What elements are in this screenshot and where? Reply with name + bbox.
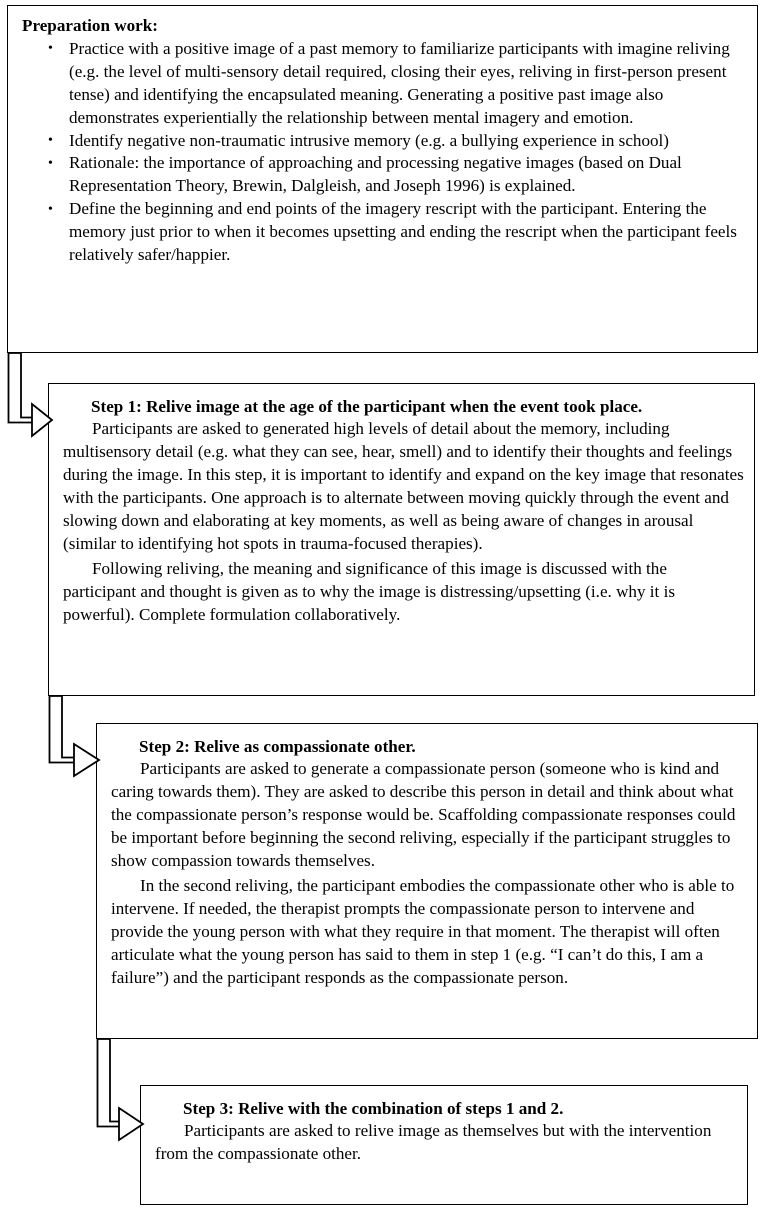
step-2-title: Step 2: Relive as compassionate other. <box>139 737 416 756</box>
step-2-paragraph: In the second reliving, the participant embodies the compassionate other who is able to intervene. If needed, the therapist prompts the compassionate person to intervene and provide the young person with what they require in that moment. The therapist will often articulate what the young person has said to them in step 1 (e.g. “I can’t do this, I am a failure”) and the participant responds as the compassionate person. <box>111 876 735 988</box>
arrow-prep-to-step1 <box>9 353 53 436</box>
step-2-paragraph: Participants are asked to generate a compassionate person (someone who is kind and caring towards them). They are asked to describe this person in detail and think about what the compassionate person’s response would be. Scaffolding compassionate responses could be important before beginning the second reliving, especially if the participant struggles to show compassion towards themselves. <box>111 759 736 871</box>
step-2-box <box>96 723 758 1039</box>
list-item: • Rationale: the importance of approaching and processing negative images (based on Dual Representation Theory, Brewin, Dalgleish, and Joseph 1996) is explained. <box>22 152 747 198</box>
step-3-paragraph: Participants are asked to relive image as themselves but with the intervention from the compassionate other. <box>155 1121 712 1164</box>
preparation-work-box <box>7 5 758 353</box>
preparation-work-title: Preparation work: <box>22 16 158 35</box>
step-3-box <box>140 1085 748 1205</box>
list-item: • Practice with a positive image of a past memory to familiarize participants with imagine reliving (e.g. the level of multi-sensory detail required, closing their eyes, reliving in first-person present tense) and identifying the encapsulated meaning. Generating a positive past image also demonstrates experientially the relationship between mental imagery and emotion. <box>22 38 747 130</box>
list-item: • Identify negative non-traumatic intrusive memory (e.g. a bullying experience in school) <box>22 130 747 153</box>
step-1-paragraph: Participants are asked to generated high levels of detail about the memory, including multisensory detail (e.g. what they can see, hear, smell) and to identify their thoughts and feelings during the image. In this step, it is important to identify and expand on the key image that resonates with the participants. One approach is to alternate between moving quickly through the event and slowing down and elaborating at key moments, as well as being aware of changes in arousal (similar to identifying hot spots in trauma-focused therapies). <box>63 419 744 554</box>
step-1-box <box>48 383 755 696</box>
list-item: • Define the beginning and end points of the imagery rescript with the participant. Entering the memory just prior to when it becomes upsetting and ending the rescript when the participant feels relatively safer/happier. <box>22 198 747 267</box>
step-1-paragraph: Following reliving, the meaning and significance of this image is discussed with the participant and thought is given as to why the image is distressing/upsetting (i.e. why it is powerful). Complete formulation collaboratively. <box>63 559 675 625</box>
arrow-step1-to-step2 <box>50 696 100 776</box>
step-1-title: Step 1: Relive image at the age of the participant when the event took place. <box>91 397 643 416</box>
arrow-step2-to-step3 <box>98 1039 144 1140</box>
preparation-work-bullet-list <box>22 38 747 268</box>
step-3-title: Step 3: Relive with the combination of steps 1 and 2. <box>183 1099 564 1118</box>
